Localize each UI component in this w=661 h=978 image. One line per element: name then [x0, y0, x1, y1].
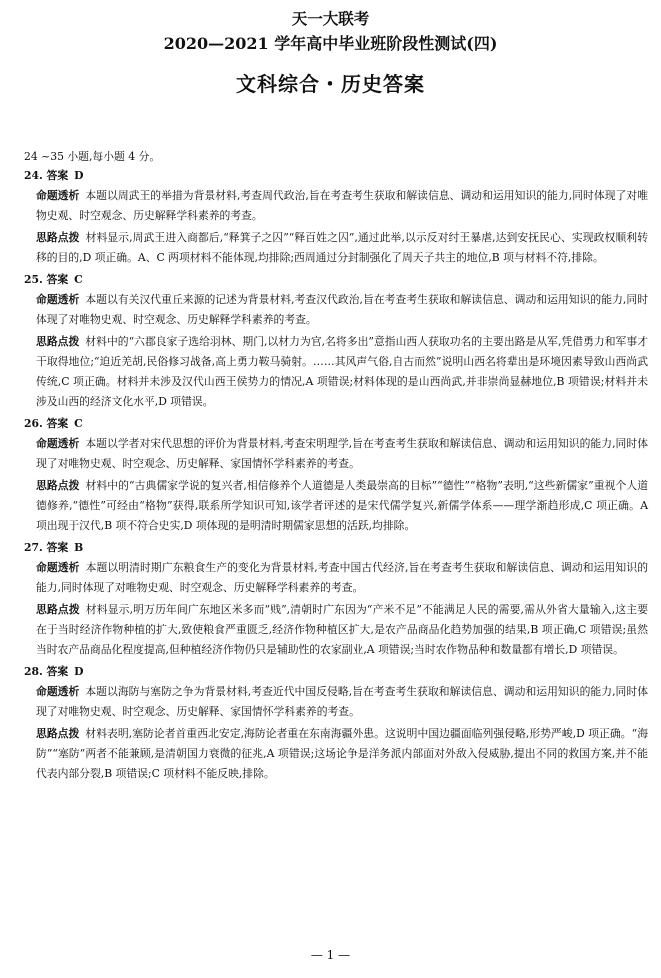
question-answer: C	[74, 417, 83, 430]
analysis-text: 本题以明清时期广东粮食生产的变化为背景材料,考查中国古代经济,旨在考查考生获取和解读信息、调动和运用知识的能力,同时体现了对唯物史观、时空观念、历史解释学科素养的考查。	[36, 561, 649, 594]
analysis-label: 命题透析	[36, 293, 80, 306]
hint-label: 思路点拨	[36, 479, 80, 492]
analysis-paragraph	[24, 290, 648, 330]
analysis-text: 本题以海防与塞防之争为背景材料,考查近代中国反侵略,旨在考查考生获取和解读信息、调动和运用知识的能力,同时体现了对唯物史观、时空观念、历史解释、家国情怀学科素养的考查。	[36, 685, 649, 718]
hint-label: 思路点拨	[36, 727, 80, 740]
exam-title: 2020—2021 学年高中毕业班阶段性测试(四)	[163, 34, 498, 53]
question-answer: D	[74, 665, 84, 678]
question-label: 27. 答案	[24, 541, 69, 554]
page-number: — 1 —	[310, 948, 351, 962]
question-label: 24. 答案	[24, 169, 69, 182]
hint-label: 思路点拨	[36, 603, 80, 616]
question-label: 26. 答案	[24, 417, 69, 430]
analysis-label: 命题透析	[36, 437, 80, 450]
question-25	[24, 271, 648, 412]
question-answer: D	[74, 169, 84, 182]
question-label: 25. 答案	[24, 273, 69, 286]
hint-paragraph	[24, 332, 648, 412]
subject-title: 文科综合・历史答案	[236, 72, 425, 96]
hint-paragraph	[24, 228, 648, 268]
hint-text: 材料显示,周武王进入商都后,“释箕子之囚”“释百姓之囚”,通过此举,以示反对纣王暴虐,达到安抚民心、实现政权顺利转移的目的,D 项正确。A、C 两项材料不能体现,均排除;西周通过分封制强化了周天子共主的地位,B 项与材料不符,排除。	[36, 231, 648, 264]
analysis-paragraph	[24, 682, 648, 722]
question-answer: C	[74, 273, 83, 286]
analysis-text: 本题以周武王的举措为背景材料,考查周代政治,旨在考查考生获取和解读信息、调动和运用知识的能力,同时体现了对唯物史观、时空观念、历史解释学科素养的考查。	[36, 189, 649, 222]
question-number	[24, 167, 648, 184]
analysis-paragraph	[24, 434, 648, 474]
hint-paragraph	[24, 476, 648, 536]
analysis-paragraph	[24, 186, 648, 226]
hint-text: 材料中的“六郡良家子选给羽林、期门,以材力为官,名将多出”意指山西人获取功名的主要出路是从军,凭借勇力和军事才干取得地位;“迫近羌胡,民俗修习战备,高上勇力鞍马骑射。……其风声气俗,自古而然”说明山西名将辈出是环境因素导致山西尚武传统,C 项正确。材料并未涉及汉代山西王侯势力的情况,A 项错误;材料体现的是山西尚武,并非崇尚显赫地位,B 项错误;材料并未涉及山西的经济文化水平,D 项错误。	[36, 335, 649, 408]
scoring-intro: 24 ~35 小题,每小题 4 分。	[24, 150, 161, 163]
question-number	[24, 415, 648, 432]
hint-paragraph	[24, 600, 648, 660]
question-28	[24, 663, 648, 784]
question-number	[24, 663, 648, 680]
hint-label: 思路点拨	[36, 335, 80, 348]
question-answer: B	[74, 541, 84, 554]
hint-label: 思路点拨	[36, 231, 80, 244]
question-number	[24, 539, 648, 556]
analysis-text: 本题以学者对宋代思想的评价为背景材料,考查宋明理学,旨在考查考生获取和解读信息、调动和运用知识的能力,同时体现了对唯物史观、时空观念、历史解释、家国情怀学科素养的考查。	[36, 437, 649, 470]
organizer-title: 天一大联考	[291, 9, 370, 28]
analysis-paragraph	[24, 558, 648, 598]
question-label: 28. 答案	[24, 665, 69, 678]
analysis-text: 本题以有关汉代重丘来源的记述为背景材料,考查汉代政治,旨在考查考生获取和解读信息、调动和运用知识的能力,同时体现了对唯物史观、时空观念、历史解释学科素养的考查。	[36, 293, 649, 326]
hint-text: 材料表明,塞防论者首重西北安定,海防论者重在东南海疆外患。这说明中国边疆面临列强侵略,形势严峻,D 项正确。“海防”“塞防”两者不能兼顾,是清朝国力衰微的征兆,A 项错误;这场论争是洋务派内部面对外敌入侵威胁,提出不同的救国方案,并不能代表内部分裂,B 项错误;C 项材料不能反映,排除。	[36, 727, 648, 780]
analysis-label: 命题透析	[36, 561, 80, 574]
answer-content	[24, 148, 648, 787]
question-24	[24, 167, 648, 268]
hint-paragraph	[24, 724, 648, 784]
hint-text: 材料中的“古典儒家学说的复兴者,相信修养个人道德是人类最崇高的目标”“德性”“格物”表明,“这些新儒家”重视个人道德修养,“德性”可经由“格物”获得,联系所学知识可知,该学者评述的是宋代儒学复兴,新儒学体系——理学渐趋形成,C 项正确。A 项出现于汉代,B 项不符合史实,D 项体现的是明清时期儒家思想的活跃,均排除。	[36, 479, 648, 532]
hint-text: 材料显示,明万历年间广东地区米多而“贱”,清朝时广东因为“产米不足”不能满足人民的需要,需从外省大量输入,这主要在于当时经济作物种植的扩大,致使粮食严重匮乏,经济作物种植区扩大,是农产品商品化趋势加强的结果,B 项正确,C 项错误;虽然当时农产品商品化程度提高,但种植经济作物仍只是辅助性的农家副业,A 项错误;当时农作物品种和数量都有增长,D 项错误。	[36, 603, 648, 656]
question-number	[24, 271, 648, 288]
question-26	[24, 415, 648, 536]
analysis-label: 命题透析	[36, 189, 80, 202]
question-27	[24, 539, 648, 660]
analysis-label: 命题透析	[36, 685, 80, 698]
